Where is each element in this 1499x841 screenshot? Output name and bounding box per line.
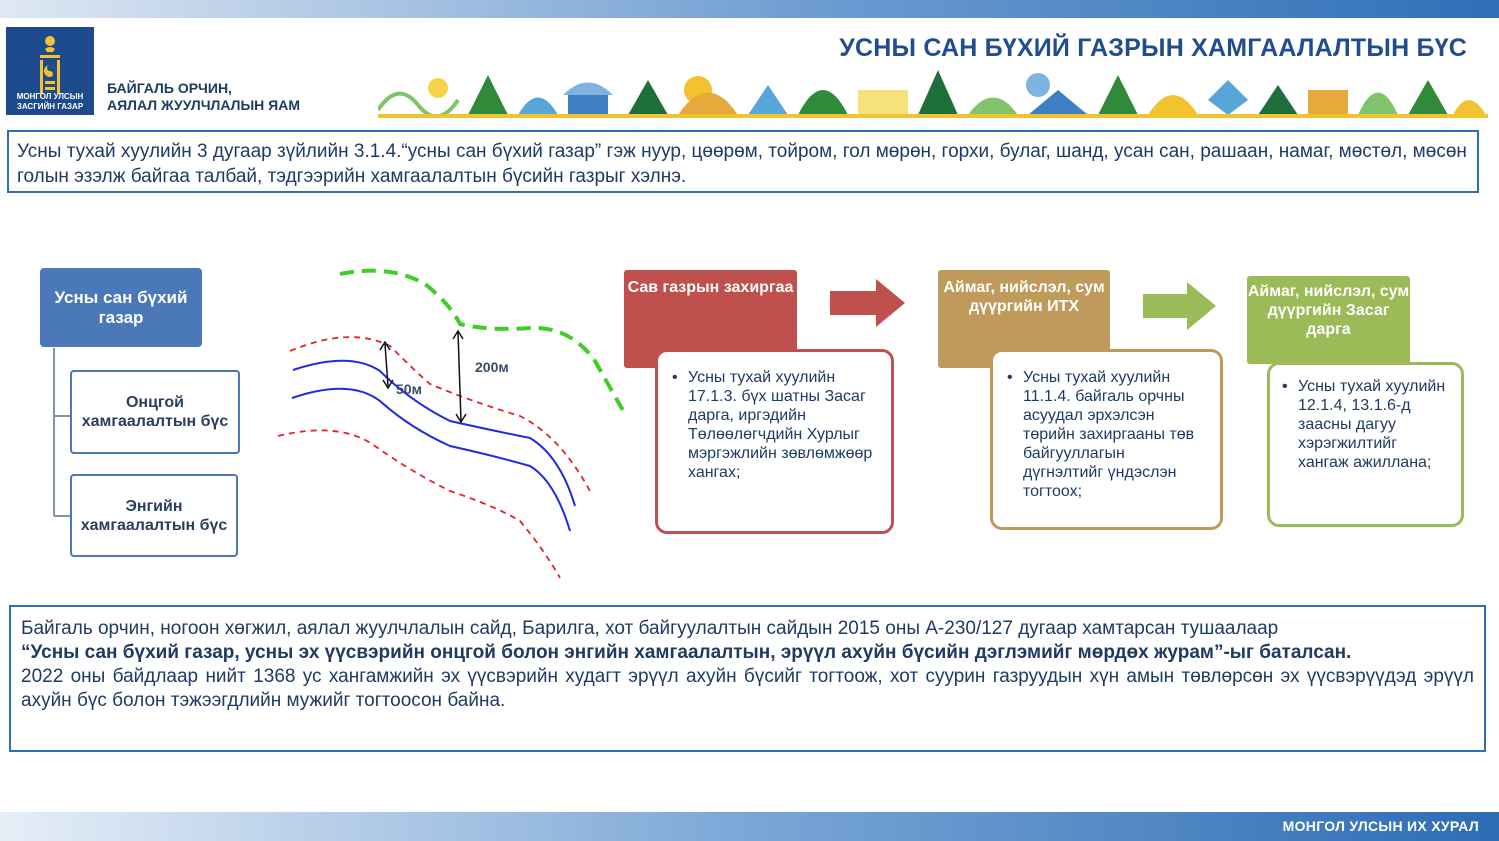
ministry-line-1: БАЙГАЛЬ ОРЧИН, xyxy=(107,80,232,96)
council-card xyxy=(990,349,1223,530)
order-intro: Байгаль орчин, ногоон хөгжил, аялал жуулчлалын сайд, Барилга, хот байгуулалтын сайдын 2015 оны А-230/127 дугаар хамтарсан тушаалаар xyxy=(21,618,1279,639)
red-arrow-icon xyxy=(830,279,906,327)
council-header: Аймаг, нийслэл, сум дүүргийн ИТХ xyxy=(938,270,1110,368)
ministry-name xyxy=(107,80,300,114)
government-emblem xyxy=(6,27,94,115)
basin-administration-header: Сав газрын захиргаа xyxy=(624,270,797,368)
order-box xyxy=(9,605,1486,752)
emblem-text-line-1: МОНГОЛ УЛСЫН xyxy=(16,92,84,101)
footer-text: МОНГОЛ УЛСЫН ИХ ХУРАЛ xyxy=(1282,818,1479,834)
order-regulation-title: “Усны сан бүхий газар, усны эх үүсвэрийн онцгой болон энгийн хамгаалалтын, эрүүл ахуйн бүсийн дэглэмийг мөрдөх журам”-ыг баталсан. xyxy=(21,642,1352,663)
emblem-text-line-2: ЗАСГИЙН ГАЗАР xyxy=(16,102,84,111)
ministry-line-2: АЯЛАЛ ЖУУЛЧЛАЛЫН ЯАМ xyxy=(107,97,301,113)
council-text: • Усны тухай хуулийн 11.1.4. байгаль орчны асуудал эрхэлсэн төрийн захиргааны төв байгууллагын дүгнэлтийг үндэслэн тогтоох; xyxy=(1007,368,1208,501)
governor-header: Аймаг, нийслэл, сум дүүргийн Засаг дарга xyxy=(1247,276,1410,364)
definition-box: Усны тухай хуулийн 3 дугаар зүйлийн 3.1.4.“усны сан бүхий газар” гэж нуур, цөөрөм, тойром, гол мөрөн, горхи, булаг, шанд, усан сан, рашаан, намаг, мөстөл, мөсөн голын эзэлж байгаа талбай, тэдгээрийн хамгаалалтын бүсийн газрыг хэлнэ. xyxy=(7,130,1479,193)
green-arrow-icon xyxy=(1143,282,1217,330)
page-title: УСНЫ САН БҮХИЙ ГАЗРЫН ХАМГААЛАЛТЫН БҮС xyxy=(839,34,1467,62)
landscape-decoration xyxy=(378,60,1488,118)
governor-card xyxy=(1267,362,1464,527)
order-statistics: 2022 оны байдлаар нийт 1368 ус хангамжийн эх үүсвэрийн худагт эрүүл ахуйн бүсийг тогтоож, хот суурин газруудын хүн амын төвлөрсөн эх үүсвэрүүдэд эрүүл ахуйн бүс болон тэжээгдлийн мужийг тогтоосон байна. xyxy=(21,666,1474,711)
basin-administration-text: • Усны тухай хуулийн 17.1.3. бүх шатны Засаг дарга, иргэдийн Төлөөлөгчдийн Хурлыг мэргэжлийн зөвлөмжөөр хангах; xyxy=(672,368,879,482)
top-banner xyxy=(0,0,1499,18)
label-200m: 200м xyxy=(475,359,509,375)
ordinary-protection-zone-box: Энгийн хамгаалалтын бүс xyxy=(70,474,238,557)
water-fund-area-box: Усны сан бүхий газар xyxy=(40,268,202,347)
governor-text: • Усны тухай хуулийн 12.1.4, 13.1.6-д заасны дагуу хэрэгжилтийг хангаж ажиллана; xyxy=(1282,377,1451,472)
basin-administration-card xyxy=(655,349,894,534)
label-50m: 50м xyxy=(396,381,422,397)
special-protection-zone-box: Онцгой хамгаалалтын бүс xyxy=(70,370,240,454)
bottom-banner xyxy=(0,812,1499,841)
